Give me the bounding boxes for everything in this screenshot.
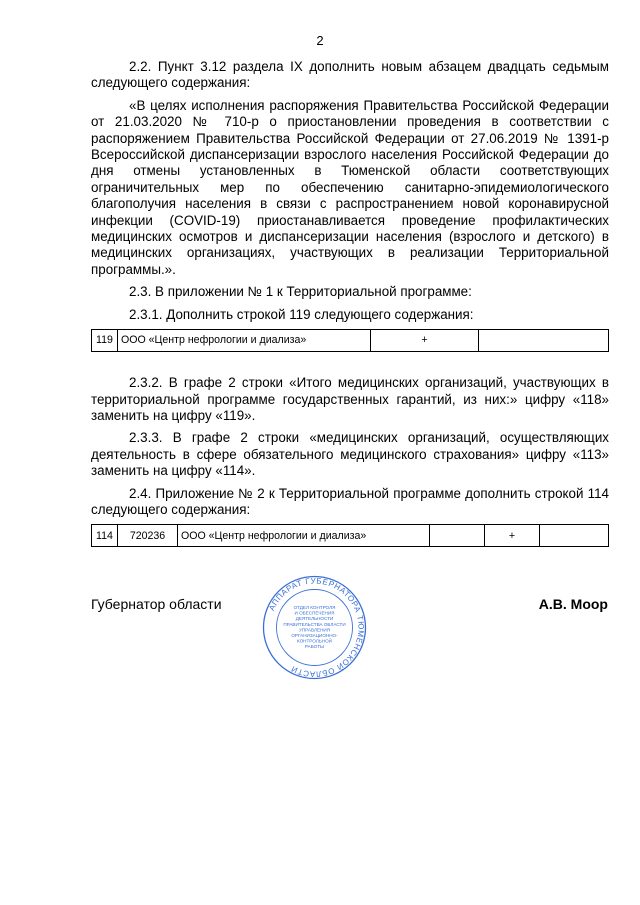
cell-number: 114: [92, 525, 118, 547]
paragraph-2-3-3: 2.3.3. В графе 2 строки «медицинских организаций, осуществляющих деятельность в сфере обязательного медицинского страхования» цифру «113» заменить на цифру «114».: [91, 430, 609, 479]
stamp-inner-line: ОРГАНИЗАЦИОННО-: [291, 633, 338, 638]
stamp-inner-line: И ОБЕСПЕЧЕНИЯ: [294, 610, 335, 616]
cell-code: 720236: [118, 525, 178, 547]
signature-name: А.В. Моор: [538, 596, 608, 612]
document-body: [91, 59, 609, 547]
paragraph-2-3-1: 2.3.1. Дополнить строкой 119 следующего содержания:: [129, 306, 474, 322]
stamp-inner-line: УПРАВЛЕНИЯ: [298, 627, 331, 633]
cell-organization: ООО «Центр нефрологии и диализа»: [118, 330, 371, 352]
stamp-inner-line: КОНТРОЛЬНОЙ: [296, 638, 333, 644]
cell-mark: +: [371, 330, 479, 352]
cell-organization: ООО «Центр нефрологии и диализа»: [178, 525, 430, 547]
official-stamp-icon: [262, 575, 367, 680]
paragraph-quote: «В целях исполнения распоряжения Правительства Российской Федерации от 21.03.2020 № 710-р о приостановлении проведения в соответствии с распоряжением Правительства Российской Федерации от 27.06.2019 № 1391-р Всероссийской диспансеризации взрослого населения Российской Федерации до дня отмены установленных в Тюменской области соответствующих ограничительных мер по обеспечению санитарно-эпидемиологического благополучия населения в связи с распространением новой коронавирусной инфекции (COVID-19) приостанавливается проведение профилактических медицинских осмотров и диспансеризации населения (взрослого и детского) в медицинских организациях, участвующих в реализации Территориальной программы.».: [91, 97, 609, 277]
cell-number: 119: [92, 330, 118, 352]
table-row-119: [91, 329, 609, 352]
table-row: [92, 330, 609, 352]
stamp-outer-text: АППАРАТ ГУБЕРНАТОРА ТЮМЕНСКОЙ ОБЛАСТИ: [267, 576, 366, 679]
cell-empty: [479, 330, 609, 352]
cell-empty: [430, 525, 485, 547]
paragraph-2-3: 2.3. В приложении № 1 к Территориальной программе:: [129, 284, 472, 300]
cell-mark: +: [485, 525, 540, 547]
stamp-inner-line: РАБОТЫ: [304, 644, 325, 650]
stamp-inner-line: ДЕЯТЕЛЬНОСТИ: [295, 616, 334, 622]
paragraph-2-4: 2.4. Приложение № 2 к Территориальной программе дополнить строкой 114 следующего содержания:: [91, 485, 609, 517]
page-number: 2: [316, 33, 324, 48]
paragraph-2-3-2: 2.3.2. В графе 2 строки «Итого медицинских организаций, участвующих в территориальной программе государственных гарантий, из них:» цифру «118» заменить на цифру «119».: [91, 375, 609, 423]
stamp-inner-line: ПРАВИТЕЛЬСТВА ОБЛАСТИ: [283, 621, 346, 627]
table-row: [92, 525, 609, 547]
signature-position: Губернатор области: [91, 596, 222, 612]
paragraph-2-2: 2.2. Пункт 3.12 раздела IX дополнить новым абзацем двадцать седьмым следующего содержания:: [91, 59, 609, 91]
table-row-114: [91, 524, 609, 547]
stamp-inner-line: ОТДЕЛ КОНТРОЛЯ: [293, 605, 336, 610]
cell-empty: [540, 525, 609, 547]
